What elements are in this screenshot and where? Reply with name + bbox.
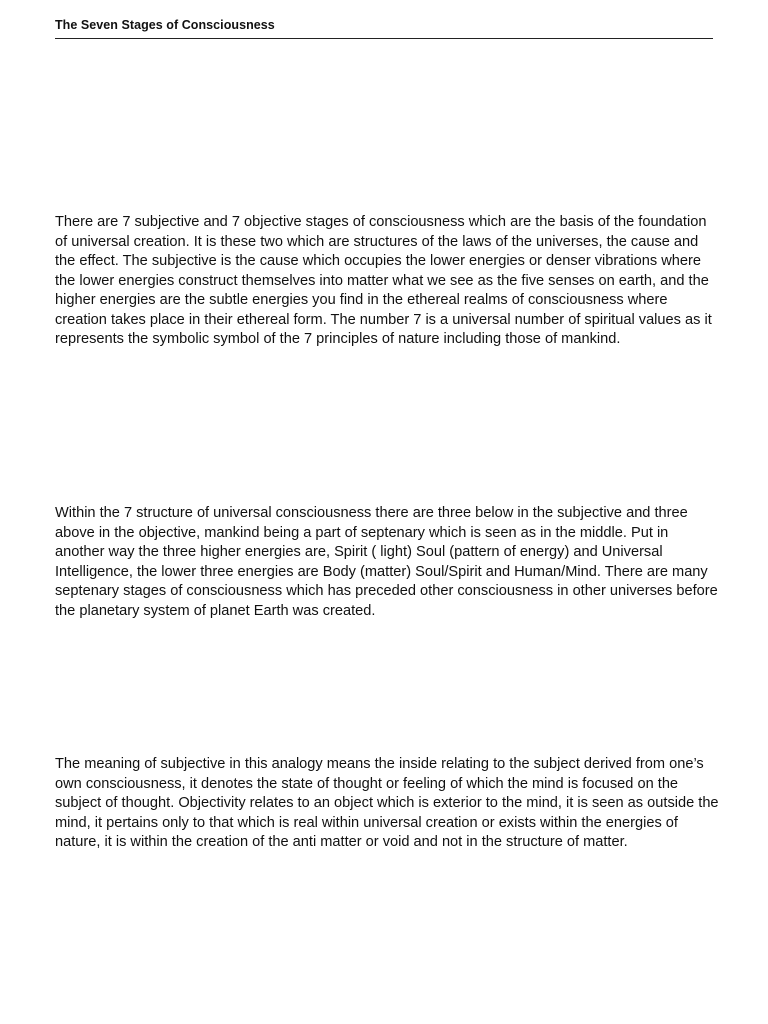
paragraph-2: Within the 7 structure of universal consciousness there are three below in the subjective and three above in the objective, mankind being a part of septenary which is seen as in the middle. Put in another way the three higher energies are, Spirit ( light) Soul (pattern of energy) and Universal Intelligence, the lower three energies are Body (matter) Soul/Spirit and Human/Mind. There are many septenary stages of consciousness which has preceded other consciousness in other universes before the planetary system of planet Earth was created. [55,505,718,619]
paragraph-1: There are 7 subjective and 7 objective stages of consciousness which are the basis of the foundation of universal creation. It is these two which are structures of the laws of the universes, the cause and the effect. The subjective is the cause which occupies the lower energies or denser vibrations where the lower energies construct themselves into matter what we see as the five senses on earth, and the higher energies are the subtle energies you find in the ethereal realms of consciousness where creation takes place in their ethereal form. The number 7 is a universal number of spiritual values as it represents the symbolic symbol of the 7 principles of nature including those of mankind. [55,214,712,347]
running-header [55,16,713,39]
document-title: The Seven Stages of Consciousness [55,18,275,32]
paragraph-3: The meaning of subjective in this analogy means the inside relating to the subject derived from one’s own consciousness, it denotes the state of thought or feeling of which the mind is focused on the subject of thought. Objectivity relates to an object which is exterior to the mind, it is seen as outside the mind, it pertains only to that which is real within universal creation or exists within the energies of nature, it is within the creation of the anti matter or void and not in the structure of matter. [55,756,719,850]
